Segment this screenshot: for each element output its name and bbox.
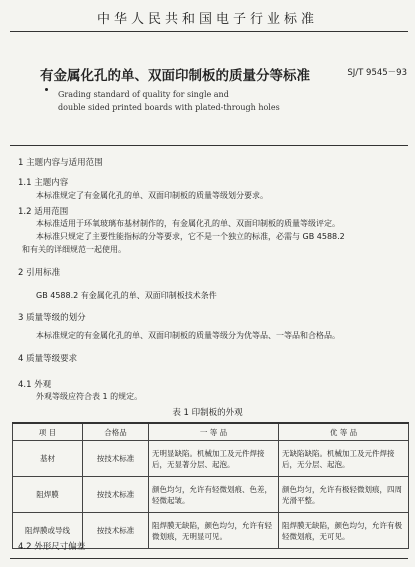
column-header-superior: 优 等 品 xyxy=(279,423,409,441)
column-header-item: 项 目 xyxy=(13,423,83,441)
section-1-2-heading: 1.2 适用范围 xyxy=(18,207,69,217)
table-cell: 阻焊膜无缺陷，颜色均匀，允许有轻微划痕，无明显可见。 xyxy=(149,513,279,549)
title-rule xyxy=(10,145,408,146)
table-cell: 无缺陷缺陷。机械加工及元件焊接后，无分层、起泡。 xyxy=(279,441,409,477)
table-cell: 按技术标准 xyxy=(83,477,149,513)
section-4-2-heading: 4.2 外形尺寸偏差 xyxy=(18,542,86,552)
table-caption: 表 1 印制板的外观 xyxy=(172,408,243,418)
section-2-text: GB 4588.2 有金属化孔的单、双面印制板技术条件 xyxy=(36,291,217,300)
table-cell: 阻焊膜或导线 xyxy=(13,513,83,549)
table-row xyxy=(13,477,409,513)
table-cell: 按技术标准 xyxy=(83,513,149,549)
table-header-row xyxy=(13,423,409,441)
section-3-text: 本标准规定的有金属化孔的单、双面印制板的质量等级分为优等品、一等品和合格品。 xyxy=(36,331,340,340)
standard-number: SJ/T 9545－93 xyxy=(347,68,407,78)
table-row xyxy=(13,441,409,477)
table-cell: 阻焊膜 xyxy=(13,477,83,513)
section-4-1-text: 外观等级应符合表 1 的规定。 xyxy=(36,392,143,401)
table-cell: 基材 xyxy=(13,441,83,477)
section-1-heading: 1 主题内容与适用范围 xyxy=(18,158,103,168)
section-1-2-text-2: 本标准只规定了主要性能指标的分等要求，它不是一个独立的标准，必需与 GB 4588.2 xyxy=(36,232,345,241)
table-cell: 阻焊膜无缺陷，颜色均匀，允许有极轻微划痕，无可见。 xyxy=(279,513,409,549)
header-rule xyxy=(10,31,408,32)
standard-category-header: 中华人民共和国电子行业标准 xyxy=(96,12,318,27)
table-cell: 颜色均匀，允许有极轻微划痕，四周光滑平整。 xyxy=(279,477,409,513)
section-4-heading: 4 质量等级要求 xyxy=(18,354,78,364)
column-header-qualified: 合格品 xyxy=(83,423,149,441)
section-1-2-text-1: 本标准适用于环氧玻璃布基材制作的，有金属化孔的单、双面印制板的质量等级评定。 xyxy=(36,219,340,228)
table-cell: 按技术标准 xyxy=(83,441,149,477)
section-4-1-heading: 4.1 外观 xyxy=(18,380,52,390)
document-title: 有金属化孔的单、双面印制板的质量分等标准 xyxy=(40,68,310,84)
section-1-2-text-3: 和有关的详细规范一起使用。 xyxy=(22,245,126,254)
section-3-heading: 3 质量等级的划分 xyxy=(18,313,86,323)
bullet-mark xyxy=(45,88,48,91)
section-2-heading: 2 引用标准 xyxy=(18,268,61,278)
section-1-1-text: 本标准规定了有金属化孔的单、双面印制板的质量等级划分要求。 xyxy=(36,191,268,200)
english-title-line-2: double sided printed boards with plated-through holes xyxy=(58,103,280,112)
column-header-first-grade: 一 等 品 xyxy=(149,423,279,441)
table-cell: 颜色均匀，允许有轻微划痕、色差，轻微起皱。 xyxy=(149,477,279,513)
table-cell: 无明显缺陷。机械加工及元件焊接后，无显著分层、起泡。 xyxy=(149,441,279,477)
section-1-1-heading: 1.1 主题内容 xyxy=(18,178,69,188)
english-title-line-1: Grading standard of quality for single and xyxy=(58,90,229,99)
appearance-table xyxy=(12,422,409,549)
footer-rule xyxy=(10,558,408,559)
